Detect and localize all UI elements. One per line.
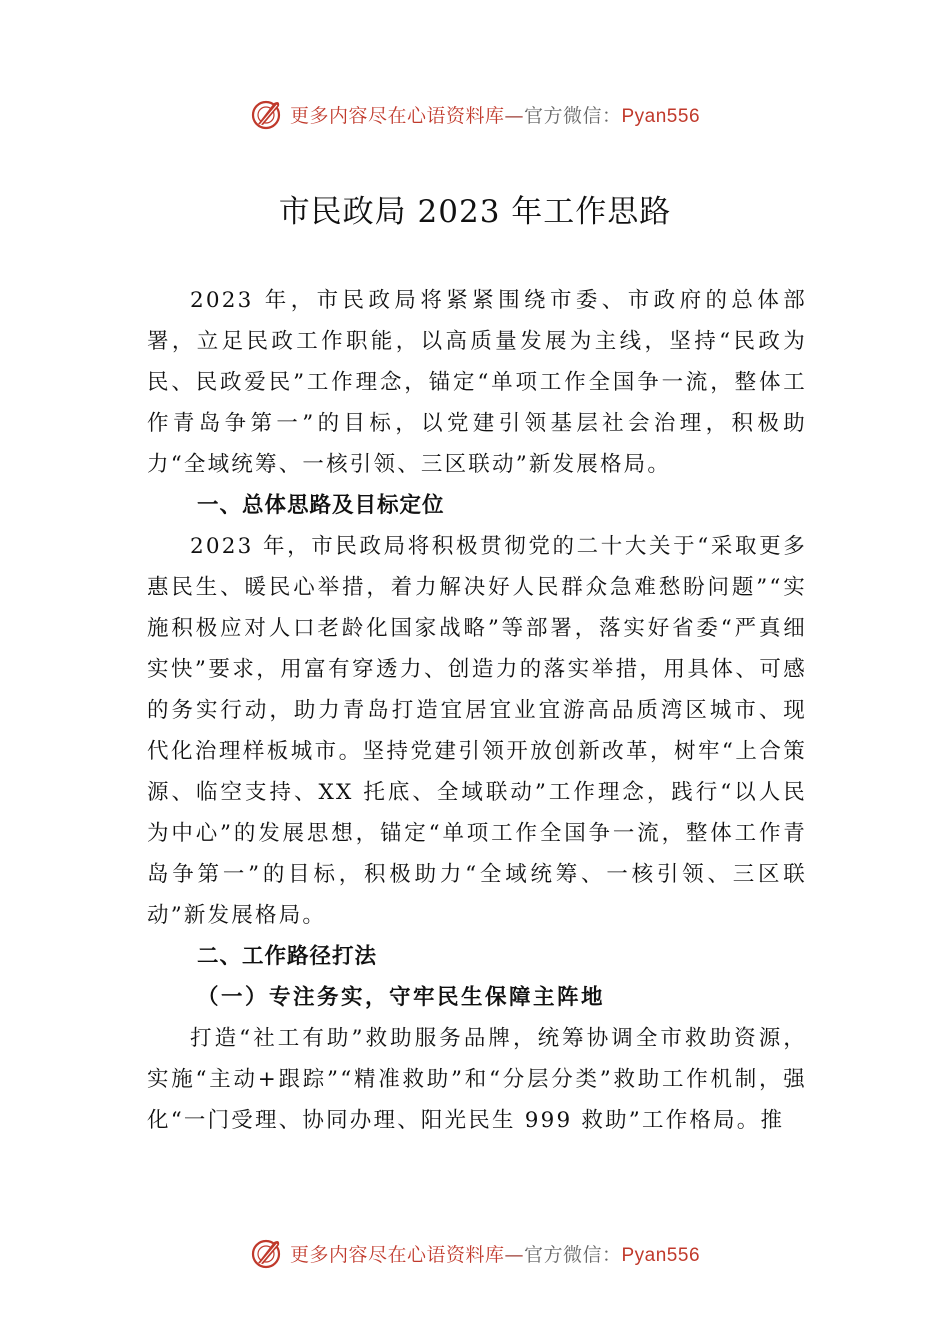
quill-pen-logo-icon [250, 1236, 284, 1270]
document-title: 市民政局 2023 年工作思路 [278, 194, 672, 230]
watermark-wechat-id: Pyan556 [621, 1244, 701, 1266]
watermark-banner-bottom [0, 1233, 950, 1273]
section-heading-1: 一、总体思路及目标定位 [197, 493, 445, 518]
watermark-text [290, 1240, 700, 1267]
watermark-wechat-label: 官方微信： [523, 104, 622, 127]
quill-pen-logo-icon [250, 97, 284, 131]
watermark-library-text: 更多内容尽在心语资料库 [289, 1243, 505, 1266]
watermark-dash: — [504, 1243, 524, 1266]
subsection-1-paragraph: 打造“社工有助”救助服务品牌，统筹协调全市救助资源，实施“主动+跟踪”“精准救助”和“分层分类”救助工作机制，强化“一门受理、协同办理、阳光民生 999 救助”工作格局。推 [147, 1026, 807, 1133]
watermark-text [290, 101, 700, 128]
document-body [147, 280, 807, 1141]
watermark-wechat-id: Pyan556 [621, 105, 701, 127]
subsection-heading-1: （一）专注务实，守牢民生保障主阵地 [197, 985, 606, 1010]
section-1-paragraph: 2023 年，市民政局将积极贯彻党的二十大关于“采取更多惠民生、暖民心举措，着力解决好人民群众急难愁盼问题”“实施积极应对人口老龄化国家战略”等部署，落实好省委“严真细实快”要求，用富有穿透力、创造力的落实举措，用具体、可感的务实行动，助力青岛打造宜居宜业宜游高品质湾区城市、现代化治理样板城市。坚持党建引领开放创新改革，树牢“上合策源、临空支持、XX 托底、全域联动”工作理念，践行“以人民为中心”的发展思想，锚定“单项工作全国争一流，整体工作青岛争第一”的目标，积极助力“全域统筹、一核引领、三区联动”新发展格局。 [147, 534, 807, 928]
watermark-dash: — [504, 104, 524, 127]
section-heading-2: 二、工作路径打法 [197, 944, 378, 969]
watermark-library-text: 更多内容尽在心语资料库 [289, 104, 505, 127]
watermark-wechat-label: 官方微信： [523, 1243, 622, 1266]
intro-paragraph: 2023 年，市民政局将紧紧围绕市委、市政府的总体部署，立足民政工作职能，以高质量发展为主线，坚持“民政为民、民政爱民”工作理念，锚定“单项工作全国争一流，整体工作青岛争第一”的目标，以党建引领基层社会治理，积极助力“全域统筹、一核引领、三区联动”新发展格局。 [147, 288, 807, 477]
watermark-banner-top [0, 94, 950, 134]
